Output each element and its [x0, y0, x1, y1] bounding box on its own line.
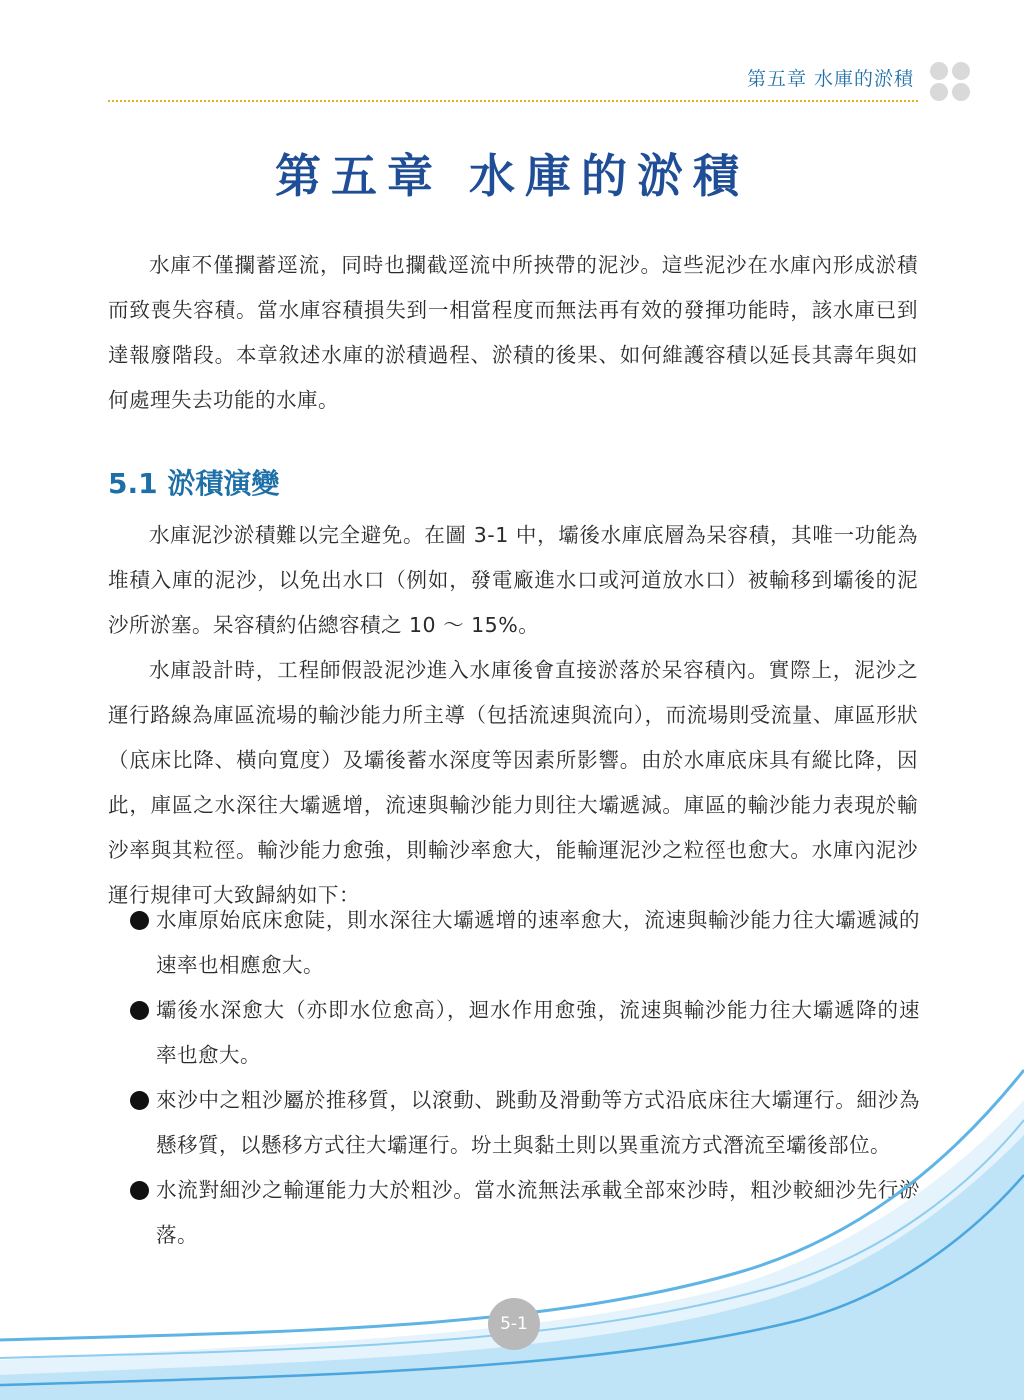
bullet-text: 來沙中之粗沙屬於推移質，以滾動、跳動及滑動等方式沿底床往大壩運行。細沙為懸移質，以懸移方式往大壩運行。坋土與黏土則以異重流方式潛流至壩後部位。 — [156, 1088, 920, 1157]
bullet-text: 水庫原始底床愈陡，則水深往大壩遞增的速率愈大，流速與輸沙能力往大壩遞減的速率也相應愈大。 — [156, 908, 920, 977]
page-number: 5-1 — [500, 1314, 528, 1334]
running-header-title: 第五章 水庫的淤積 — [746, 68, 914, 90]
bullet-dot-icon — [130, 911, 149, 930]
header-dots-decoration — [930, 62, 974, 102]
bullet-text: 壩後水深愈大（亦即水位愈高），迴水作用愈強，流速與輸沙能力往大壩遞降的速率也愈大。 — [156, 998, 920, 1067]
running-header — [108, 60, 918, 102]
section-heading: 5.1 淤積演變 — [108, 467, 280, 500]
section-paragraph-1: 水庫泥沙淤積難以完全避免。在圖 3-1 中，壩後水庫底層為呆容積，其唯一功能為堆積入庫的泥沙，以免出水口（例如，發電廠進水口或河道放水口）被輸移到壩後的泥沙所淤塞。呆容積約佔總容積之 10 ～ 15%。 — [108, 523, 918, 637]
intro-paragraph: 水庫不僅攔蓄逕流，同時也攔截逕流中所挾帶的泥沙。這些泥沙在水庫內形成淤積而致喪失容積。當水庫容積損失到一相當程度而無法再有效的發揮功能時，該水庫已到達報廢階段。本章敘述水庫的淤積過程、淤積的後果、如何維護容積以延長其壽年與如何處理失去功能的水庫。 — [108, 253, 918, 412]
page-number-badge — [488, 1298, 540, 1350]
bullet-text: 水流對細沙之輸運能力大於粗沙。當水流無法承載全部來沙時，粗沙較細沙先行淤落。 — [156, 1178, 920, 1247]
section-paragraph-2: 水庫設計時，工程師假設泥沙進入水庫後會直接淤落於呆容積內。實際上，泥沙之運行路線為庫區流場的輸沙能力所主導（包括流速與流向），而流場則受流量、庫區形狀（底床比降、橫向寬度）及壩後蓄水深度等因素所影響。由於水庫底床具有縱比降，因此，庫區之水深往大壩遞增，流速與輸沙能力則往大壩遞減。庫區的輸沙能力表現於輸沙率與其粒徑。輸沙能力愈強，則輸沙率愈大，能輸運泥沙之粒徑也愈大。水庫內泥沙運行規律可大致歸納如下： — [108, 658, 918, 907]
bullet-dot-icon — [130, 1001, 149, 1020]
chapter-title: 第五章 水庫的淤積 — [274, 149, 749, 203]
bullet-item — [130, 898, 920, 988]
